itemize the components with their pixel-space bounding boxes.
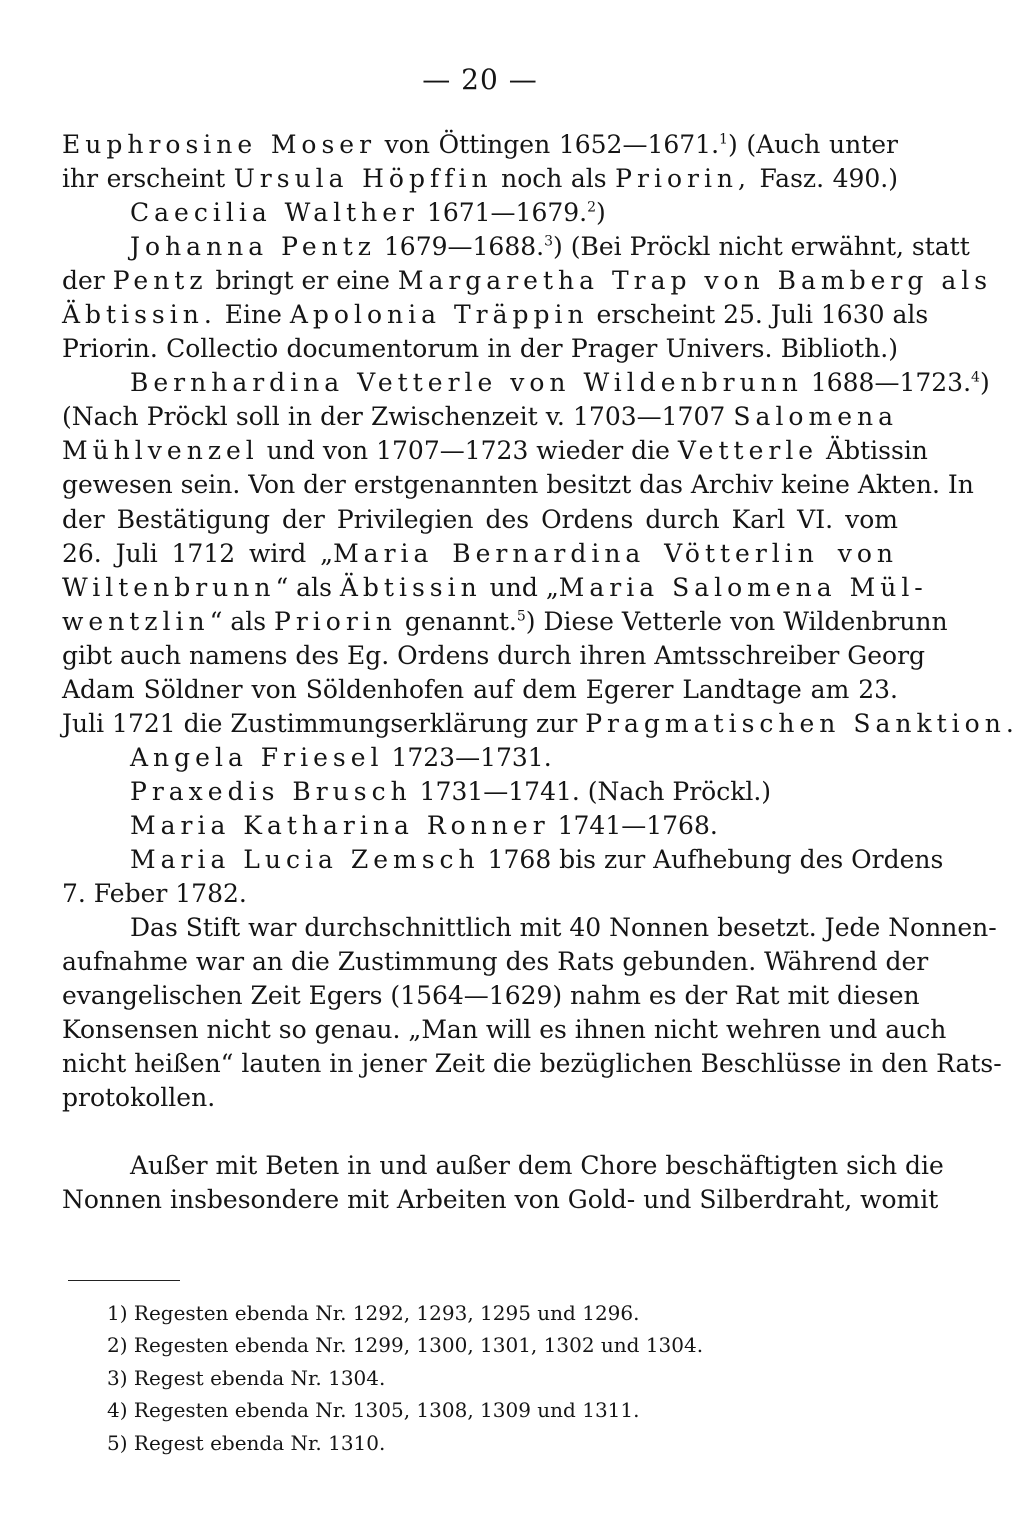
footnote-ref: 1	[719, 131, 728, 148]
text-segment: Juli 1721 die Zustimmungserklärung zur	[62, 708, 586, 738]
spaced-name: Pragmatischen Sanktion.	[585, 708, 1019, 738]
text-segment: ) (Bei Pröckl nicht erwähnt, statt	[553, 232, 970, 262]
spaced-name: Ursula Höpffin	[233, 164, 493, 194]
text-segment: 26. Juli 1712 wird „	[62, 538, 334, 568]
text-segment: “ als	[209, 606, 275, 636]
footnote-ref: 2	[587, 199, 597, 216]
spaced-name: Salomena	[733, 402, 898, 432]
text-segment: 1679—1688.	[375, 232, 545, 262]
text-segment: Das Stift war durchschnittlich mit 40 Nonnen besetzt. Jede Nonnen-	[130, 913, 997, 943]
text-segment: nicht heißen“ lauten in jener Zeit die bezüglichen Beschlüsse in den Rats-	[62, 1049, 1002, 1079]
footnote: 4) Regesten ebenda Nr. 1305, 1308, 1309 und 1311.	[107, 1398, 640, 1423]
footnote: 3) Regest ebenda Nr. 1304.	[107, 1365, 386, 1390]
text-segment: Konsensen nicht so genau. „Man will es ihnen nicht wehren und auch	[62, 1015, 947, 1045]
spaced-name: Euphrosine Moser	[62, 130, 377, 159]
text-segment: Adam Söldner von Söldenhofen auf dem Egerer Landtage am 23.	[62, 674, 898, 704]
footnote: 5) Regest ebenda Nr. 1310.	[107, 1430, 386, 1455]
text-line	[62, 1013, 947, 1047]
text-line	[62, 571, 928, 605]
text-line	[62, 1115, 898, 1149]
text-line	[62, 979, 920, 1013]
text-segment: ) Diese Vetterle von Wildenbrunn	[525, 606, 948, 636]
spaced-name: Margaretha Trap von Bamberg als	[397, 266, 993, 296]
spaced-name: Priorin,	[615, 164, 751, 194]
text-segment: Äbtissin	[818, 436, 928, 466]
spaced-name: Maria Lucia Zemsch	[130, 844, 480, 874]
spaced-name: Maria Bernardina Vötterlin von	[333, 538, 898, 568]
spaced-name: Maria Katharina Ronner	[130, 810, 550, 840]
text-line	[62, 843, 944, 877]
text-segment: 1671—1679.	[418, 198, 588, 228]
text-line	[62, 332, 898, 366]
spaced-name: Wiltenbrunn	[62, 572, 276, 602]
text-line	[62, 400, 898, 434]
text-segment: und von 1707—1723 wieder die	[258, 436, 678, 466]
footnote-ref: 5	[516, 608, 526, 625]
text-segment: der	[62, 266, 113, 296]
spaced-name: Äbtissin.	[62, 300, 217, 330]
text-line	[62, 264, 993, 298]
text-segment: genannt.	[396, 606, 517, 636]
text-line	[62, 298, 929, 332]
text-segment: (Nach Pröckl soll in der Zwischenzeit v. 1703—1707	[62, 402, 734, 432]
text-segment: und „	[481, 572, 559, 602]
text-segment: von Öttingen 1652—1671.	[376, 130, 720, 159]
text-segment: der Bestätigung der Privilegien des Ordens durch Karl VI. vom	[62, 504, 898, 534]
text-line	[62, 911, 997, 945]
text-segment: Außer mit Beten in und außer dem Chore beschäftigten sich die	[130, 1151, 944, 1181]
text-line	[62, 945, 929, 979]
text-line	[62, 741, 898, 775]
spaced-name: Vetterle	[677, 436, 819, 466]
text-line	[62, 196, 898, 230]
footnote-rule	[68, 1280, 180, 1281]
text-segment: 1723—1731.	[383, 742, 552, 772]
text-segment: 1768 bis zur Aufhebung des Ordens	[479, 844, 944, 874]
text-line	[62, 1081, 898, 1115]
text-line	[62, 128, 898, 162]
text-line	[62, 1149, 944, 1183]
spaced-name: Mühlvenzel	[62, 436, 259, 466]
text-line	[62, 605, 948, 639]
footnote: 2) Regesten ebenda Nr. 1299, 1300, 1301, 1302 und 1304.	[107, 1333, 704, 1358]
text-segment: Eine	[216, 300, 290, 330]
text-segment: erscheint 25. Juli 1630 als	[588, 300, 929, 330]
text-line	[62, 503, 898, 537]
spaced-name: Apolonia Träppin	[289, 300, 589, 330]
text-segment: 1688—1723.	[802, 368, 972, 398]
text-segment: evangelischen Zeit Egers (1564—1629) nahm es der Rat mit diesen	[62, 981, 920, 1011]
text-line	[62, 809, 898, 843]
text-segment: 1731—1741. (Nach Pröckl.)	[411, 776, 772, 806]
spaced-name: Priorin	[274, 606, 397, 636]
spaced-name: wentzlin	[62, 606, 210, 636]
text-segment: protokollen.	[62, 1083, 216, 1113]
text-line	[62, 673, 898, 707]
text-segment: Nonnen insbesondere mit Arbeiten von Gold- und Silberdraht, womit	[62, 1185, 939, 1215]
text-line	[62, 1183, 939, 1217]
text-line	[62, 162, 898, 196]
text-segment: )	[979, 368, 990, 398]
text-line	[62, 366, 990, 400]
text-segment: Priorin. Collectio documentorum in der Prager Univers. Biblioth.)	[62, 334, 898, 364]
text-line	[62, 230, 970, 264]
text-segment: )	[596, 198, 606, 228]
footnote: 1) Regesten ebenda Nr. 1292, 1293, 1295 und 1296.	[107, 1301, 640, 1325]
text-segment: ihr erscheint	[62, 164, 234, 194]
text-segment: noch als	[492, 164, 616, 194]
spaced-name: Bernhardina Vetterle von Wildenbrunn	[130, 368, 803, 398]
text-segment: Fasz. 490.)	[751, 164, 898, 194]
text-segment: ) (Auch unter	[727, 130, 898, 159]
spaced-name: Johanna Pentz	[130, 232, 376, 262]
page-number: — 20 —	[422, 63, 538, 96]
spaced-name: Äbtissin	[339, 572, 482, 602]
text-segment: gibt auch namens des Eg. Ordens durch ihren Amtsschreiber Georg	[62, 640, 926, 670]
text-line	[62, 468, 974, 502]
spaced-name: Praxedis Brusch	[130, 776, 412, 806]
text-segment: 7. Feber 1782.	[62, 879, 247, 909]
text-segment: “ als	[275, 572, 340, 602]
text-line	[62, 434, 928, 468]
text-line	[62, 775, 898, 809]
text-segment: aufnahme war an die Zustimmung des Rats gebunden. Während der	[62, 947, 929, 977]
footnotes	[107, 1297, 807, 1459]
spaced-name: Pentz	[112, 266, 208, 296]
text-line	[62, 1047, 1002, 1081]
text-segment: bringt er eine	[207, 266, 398, 296]
spaced-name: Maria Salomena Mül-	[558, 572, 928, 602]
footnote-ref: 4	[971, 370, 980, 386]
body-text	[62, 128, 1019, 1218]
text-line	[62, 639, 926, 673]
text-segment: 1741—1768.	[549, 810, 718, 840]
text-segment: gewesen sein. Von der erstgenannten besitzt das Archiv keine Akten. In	[62, 470, 974, 500]
spaced-name: Angela Friesel	[130, 742, 384, 772]
footnote-ref: 3	[544, 233, 554, 250]
text-line	[62, 537, 898, 571]
text-line	[62, 707, 1019, 741]
spaced-name: Caecilia Walther	[130, 198, 419, 228]
text-line	[62, 877, 898, 911]
